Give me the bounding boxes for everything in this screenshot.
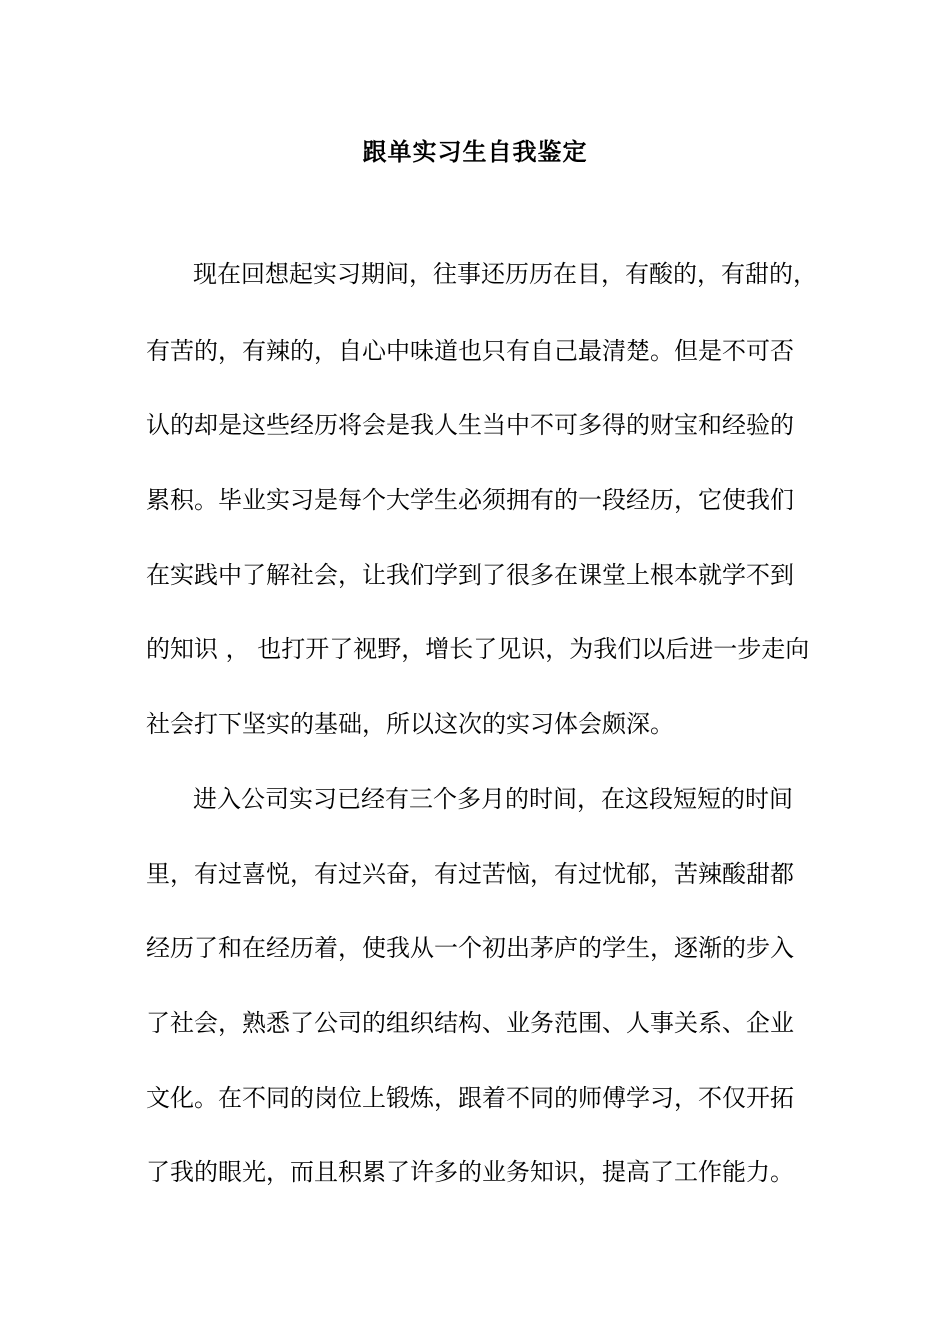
- document-title: 跟单实习生自我鉴定: [362, 137, 588, 166]
- paragraph-2-line-4: 了社会，熟悉了公司的组织结构、业务范围、人事关系、企业: [146, 1009, 794, 1037]
- paragraph-1-line-5: 在实践中了解社会，让我们学到了很多在课堂上根本就学不到: [146, 561, 794, 589]
- paragraph-1-line-6: 的知识 ， 也打开了视野，增长了见识，为我们以后进一步走向: [146, 635, 810, 663]
- paragraph-2-line-2: 里，有过喜悦，有过兴奋，有过苦恼，有过忧郁，苦辣酸甜都: [146, 860, 794, 888]
- paragraph-1-line-3: 认的却是这些经历将会是我人生当中不可多得的财宝和经验的: [146, 411, 794, 439]
- paragraph-1-line-7: 社会打下坚实的基础，所以这次的实习体会颇深。: [146, 710, 674, 738]
- paragraph-1-line-1: 现在回想起实习期间，往事还历历在目，有酸的，有甜的，: [193, 260, 817, 288]
- paragraph-1-line-2: 有苦的，有辣的，自心中味道也只有自己最清楚。但是不可否: [146, 337, 794, 365]
- paragraph-2-line-1: 进入公司实习已经有三个多月的时间，在这段短短的时间: [193, 785, 793, 813]
- paragraph-1-line-4: 累积。毕业实习是每个大学生必须拥有的一段经历，它使我们: [146, 486, 794, 514]
- paragraph-2-line-5: 文化。在不同的岗位上锻炼，跟着不同的师傅学习，不仅开拓: [146, 1084, 794, 1112]
- paragraph-2-line-3: 经历了和在经历着，使我从一个初出茅庐的学生，逐渐的步入: [146, 934, 794, 962]
- paragraph-2-line-6: 了我的眼光，而且积累了许多的业务知识，提高了工作能力。: [146, 1158, 794, 1186]
